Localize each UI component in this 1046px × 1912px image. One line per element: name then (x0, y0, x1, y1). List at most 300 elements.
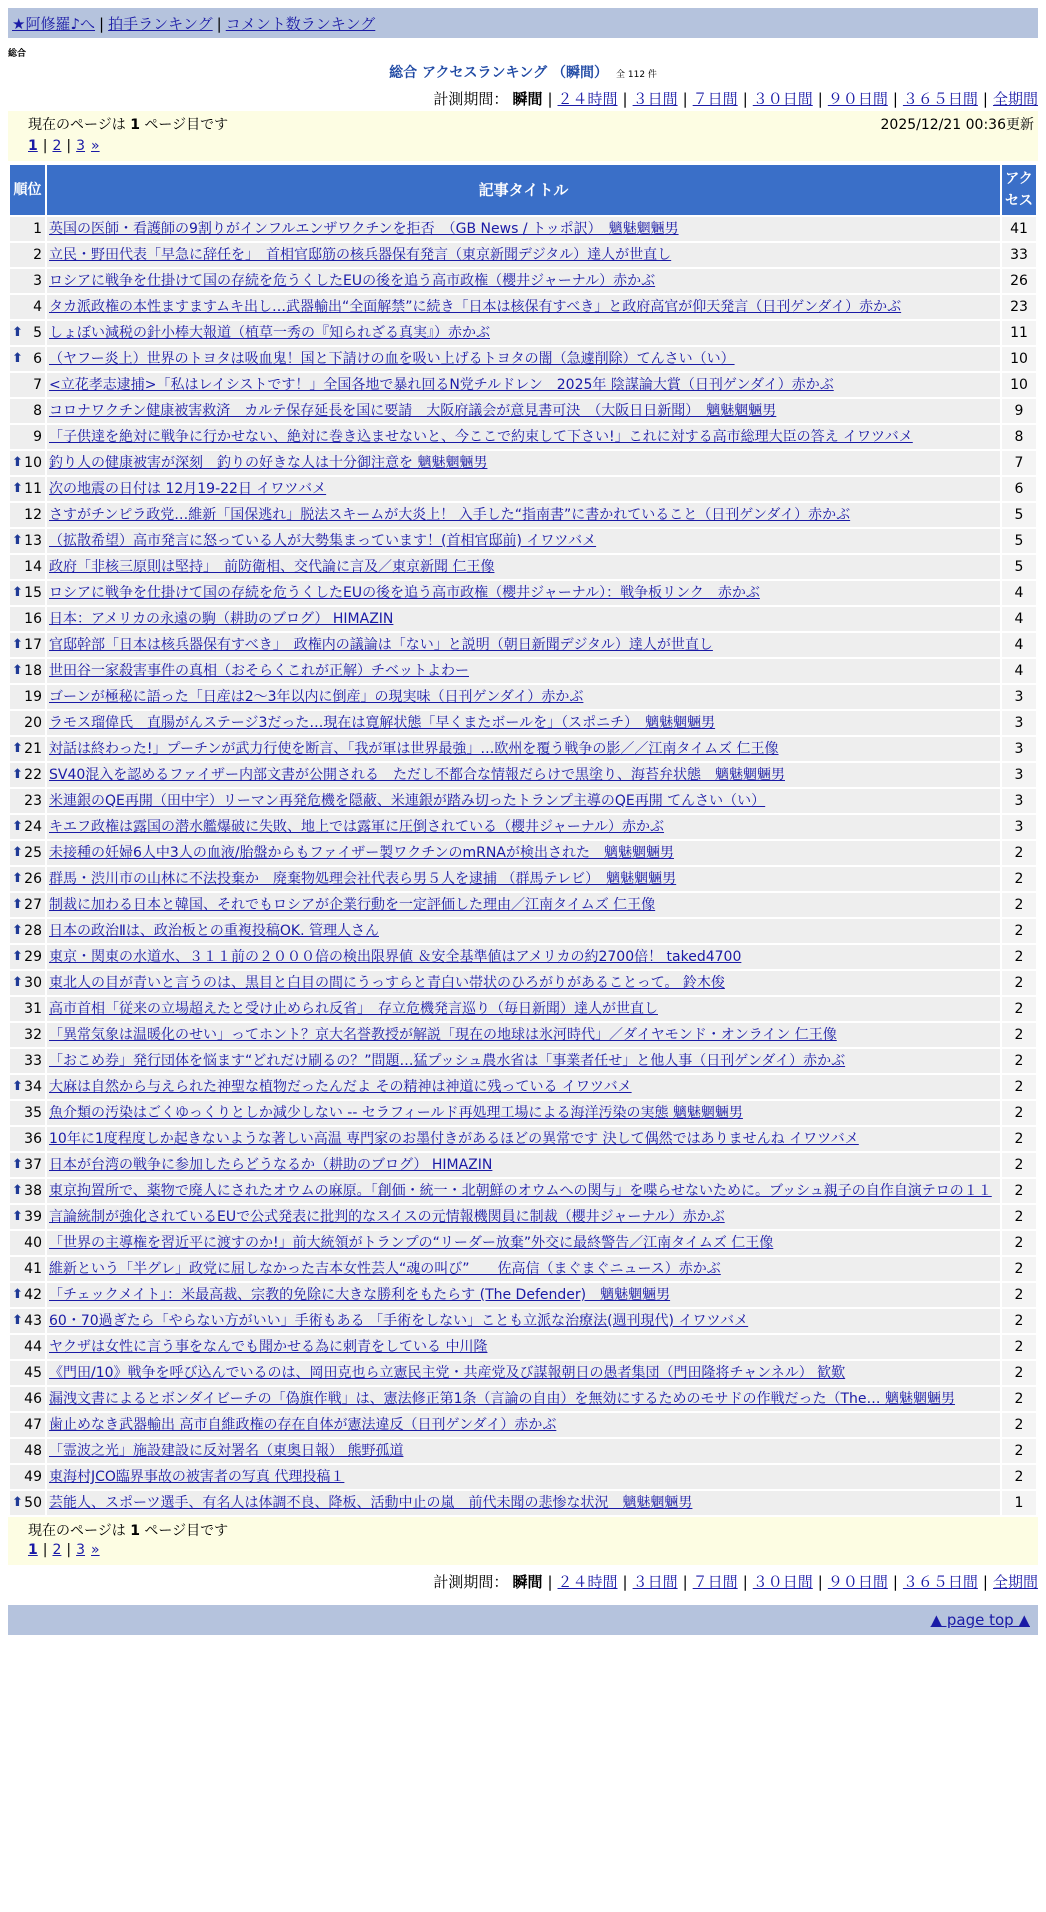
rank-number: 26 (24, 871, 42, 887)
ashura-home-link[interactable]: ★阿修羅♪へ (12, 15, 96, 33)
article-title-link[interactable]: 米連銀のQE再開（田中宇）リーマン再発危機を隠蔽、米連銀が踏み切ったトランプ主導のQE再開 てんさい（い） (49, 793, 766, 809)
period-option-link[interactable]: ３６５日間 (902, 90, 978, 108)
access-count-cell: 3 (1002, 737, 1036, 761)
rank-cell (10, 1179, 45, 1203)
access-count-cell: 23 (1002, 295, 1036, 319)
rank-number: 8 (33, 403, 42, 419)
table-row (10, 1127, 1036, 1151)
title-cell (47, 1257, 1000, 1281)
table-row (10, 1101, 1036, 1125)
article-title-link[interactable]: さすがチンピラ政党…維新「国保逃れ」脱法スキームが大炎上！ 入手した“指南書”に書かれていること（日刊ゲンダイ）赤かぶ (49, 507, 851, 523)
rank-number: 28 (24, 923, 42, 939)
access-count-cell: 10 (1002, 373, 1036, 397)
item-count: 全 112 件 (616, 70, 657, 80)
period-separator: | (892, 1573, 898, 1591)
table-row (10, 451, 1036, 475)
updated-timestamp: 2025/12/21 00:36更新 (880, 117, 1034, 133)
article-title-link[interactable]: 《門田/10》戦争を呼び込んでいるのは、岡田克也ら立憲民主党・共産党及び謀報朝日の愚者集団（門田隆将チャンネル） 歓歎 (49, 1365, 846, 1381)
title-cell (47, 1465, 1000, 1489)
rank-number: 33 (24, 1053, 42, 1069)
comment-ranking-link[interactable]: コメント数ランキング (225, 15, 376, 33)
rank-cell (10, 1283, 45, 1307)
rank-number: 20 (24, 715, 42, 731)
rank-cell (10, 867, 45, 891)
table-row (10, 243, 1036, 267)
table-row (10, 269, 1036, 293)
rank-cell (10, 711, 45, 735)
rank-number: 37 (24, 1157, 42, 1173)
period-label: 計測期間： (433, 1573, 509, 1591)
title-cell (47, 1413, 1000, 1437)
period-option-link[interactable]: ３６５日間 (902, 1573, 978, 1591)
rank-cell (10, 1439, 45, 1463)
article-title-link[interactable]: 「おこめ券」発行団体を悩ます“どれだけ刷るの？”問題…猛プッシュ農水省は「事業者任せ」と他人事（日刊ゲンダイ）赤かぶ (49, 1053, 846, 1069)
rank-number: 3 (33, 273, 42, 289)
access-count-cell: 3 (1002, 711, 1036, 735)
article-title-link[interactable]: 魚介類の汚染はごくゆっくりとしか減少しない -- セラフィールド再処理工場による海洋汚染の実態 魑魅魍魎男 (49, 1105, 743, 1121)
title-cell (47, 425, 1000, 449)
access-count-cell: 2 (1002, 1205, 1036, 1229)
rank-number: 18 (24, 663, 42, 679)
up-arrow-icon: ⬆ (12, 819, 23, 834)
rank-number: 14 (24, 559, 42, 575)
rank-cell (10, 763, 45, 787)
access-header: アクセス (1002, 165, 1036, 215)
rank-number: 34 (24, 1079, 42, 1095)
article-title-link[interactable]: 東北人の目が青いと言うのは、黒目と白目の間にうっすらと青白い帯状のひろがりがあることって。 鈴木俊 (49, 975, 725, 991)
period-separator: | (892, 90, 898, 108)
pager-page-link[interactable]: 3 (76, 138, 86, 154)
period-option-link[interactable]: ７日間 (692, 90, 738, 108)
rank-cell (10, 815, 45, 839)
access-count-cell: 26 (1002, 269, 1036, 293)
rank-number: 25 (24, 845, 42, 861)
rank-number: 31 (24, 1001, 42, 1017)
title-cell (47, 1049, 1000, 1073)
period-separator: | (547, 1573, 553, 1591)
rank-cell (10, 477, 45, 501)
access-count-cell: 11 (1002, 321, 1036, 345)
title-cell (47, 295, 1000, 319)
article-title-link[interactable]: ヤクザは女性に言う事をなんでも聞かせる為に刺青をしている 中川隆 (49, 1339, 488, 1355)
article-title-link[interactable]: SV40混入を認めるファイザー内部文書が公開される ただし不都合な情報だらけで黒塗り、海苔弁状態 魑魅魍魎男 (49, 767, 785, 783)
period-option-current: 瞬間 (512, 90, 543, 108)
table-row (10, 295, 1036, 319)
article-title-link[interactable]: 制裁に加わる日本と韓国、それでもロシアが企業行動を一定評価した理由／江南タイムズ 仁王像 (49, 897, 656, 913)
pager-top (28, 138, 100, 154)
rank-cell (10, 841, 45, 865)
table-row (10, 399, 1036, 423)
article-title-link[interactable]: 高市首相「従来の立場超えたと受け止められ反省」 存立危機発言巡り（毎日新聞）達人が世直し (49, 1001, 658, 1017)
up-arrow-icon: ⬆ (12, 1495, 23, 1510)
access-count-cell: 5 (1002, 529, 1036, 553)
table-row (10, 1205, 1036, 1229)
period-option-link[interactable]: 全期間 (992, 90, 1038, 108)
page-number: 1 (130, 117, 140, 133)
article-title-link[interactable]: 対話は終わった!」プーチンが武力行使を断言、「我が軍は世界最強」…欧州を覆う戦争の影／／江南タイムズ 仁王像 (49, 741, 779, 757)
rank-number: 32 (24, 1027, 42, 1043)
table-row (10, 659, 1036, 683)
up-arrow-icon: ⬆ (12, 1157, 23, 1172)
period-option-link[interactable]: ９０日間 (827, 90, 888, 108)
up-arrow-icon: ⬆ (12, 975, 23, 990)
article-title-link[interactable]: 維新という「半グレ」政党に屈しなかった吉本女性芸人“魂の叫び” 佐高信（まぐまぐニュース）赤かぶ (49, 1261, 721, 1277)
article-title-link[interactable]: タカ派政権の本性ますますムキ出し…武器輸出“全面解禁”に続き「日本は核保有すべき」と政府高官が仰天発言（日刊ゲンダイ）赤かぶ (49, 299, 902, 315)
up-arrow-icon: ⬆ (12, 741, 23, 756)
pager-page-link[interactable]: 2 (52, 138, 62, 154)
current-page-text (28, 114, 228, 134)
access-count-cell: 10 (1002, 347, 1036, 371)
up-arrow-icon: ⬆ (12, 455, 23, 470)
table-row (10, 1153, 1036, 1177)
article-title-link[interactable]: 官邸幹部「日本は核兵器保有すべき」 政権内の議論は「ない」と説明（朝日新聞デジタル）達人が世直し (49, 637, 713, 653)
rank-cell (10, 1205, 45, 1229)
pager-next-link[interactable]: » (91, 1542, 100, 1558)
rank-number: 13 (24, 533, 42, 549)
title-cell (47, 711, 1000, 735)
article-title-link[interactable]: 英国の医師・看護師の9割りがインフルエンザワクチンを拒否 （GB News / トッポ訳） 魑魅魍魎男 (49, 221, 679, 237)
period-selector-top (433, 88, 1038, 109)
rank-cell (10, 1465, 45, 1489)
rank-cell (10, 737, 45, 761)
access-count-cell: 2 (1002, 1439, 1036, 1463)
pager-page-link[interactable]: 3 (76, 1542, 86, 1558)
up-arrow-icon: ⬆ (12, 533, 23, 548)
rank-cell (10, 295, 45, 319)
article-title-link[interactable]: キエフ政権は露国の潜水艦爆破に失敗、地上では露軍に圧倒されている（櫻井ジャーナル）赤かぶ (49, 819, 665, 835)
article-title-link[interactable]: 漏洩文書によるとボンダイビーチの「偽旗作戦」は、憲法修正第1条（言論の自由）を無効にするためのモサドの作戦だった（The… 魑魅魍魎男 (49, 1391, 955, 1407)
access-count-cell: 4 (1002, 659, 1036, 683)
title-cell (47, 971, 1000, 995)
title-cell (47, 477, 1000, 501)
article-title-link[interactable]: 60・70過ぎたら「やらない方がいい」手術もある 「手術をしない」ことも立派な治療法(週刊現代) イワツバメ (49, 1313, 749, 1329)
title-header: 記事タイトル (47, 165, 1000, 215)
rank-number: 47 (24, 1417, 42, 1433)
rank-cell (10, 1387, 45, 1411)
up-arrow-icon: ⬆ (12, 1079, 23, 1094)
title-cell (47, 1205, 1000, 1229)
up-arrow-icon: ⬆ (12, 1313, 23, 1328)
up-arrow-icon: ⬆ (12, 351, 23, 366)
title-cell (47, 529, 1000, 553)
title-cell (47, 1309, 1000, 1333)
article-title-link[interactable]: 釣り人の健康被害が深刻 釣りの好きな人は十分御注意を 魑魅魍魎男 (49, 455, 488, 471)
table-row (10, 789, 1036, 813)
rank-cell (10, 1361, 45, 1385)
rank-cell (10, 399, 45, 423)
title-cell (47, 1231, 1000, 1255)
table-header-row (10, 165, 1036, 215)
access-count-cell: 33 (1002, 243, 1036, 267)
rank-cell (10, 1023, 45, 1047)
access-count-cell: 2 (1002, 1257, 1036, 1281)
article-title-link[interactable]: 政府「非核三原則は堅持」 前防衛相、交代論に言及／東京新聞 仁王像 (49, 559, 495, 575)
table-row (10, 763, 1036, 787)
access-count-cell: 1 (1002, 1491, 1036, 1515)
table-row (10, 971, 1036, 995)
period-option-link[interactable]: 全期間 (992, 1573, 1038, 1591)
article-title-link[interactable]: （ヤフー炎上）世界のトヨタは吸血鬼！国と下請けの血を吸い上げるトヨタの闇（急遽削除）てんさい（い） (49, 351, 735, 367)
title-cell (47, 659, 1000, 683)
article-title-link[interactable]: ロシアに戦争を仕掛けて国の存続を危うくしたEUの後を追う高市政権（櫻井ジャーナル）：戦争板リンク 赤かぶ (49, 585, 760, 601)
rank-number: 17 (24, 637, 42, 653)
up-arrow-icon: ⬆ (12, 767, 23, 782)
rank-cell (10, 1075, 45, 1099)
table-row (10, 867, 1036, 891)
period-separator: | (682, 1573, 688, 1591)
rank-number: 11 (24, 481, 42, 497)
article-title-link[interactable]: 日本が台湾の戦争に参加したらどうなるか（耕助のブログ） HIMAZIN (49, 1157, 493, 1173)
rank-number: 19 (24, 689, 42, 705)
table-row (10, 503, 1036, 527)
title-cell (47, 997, 1000, 1021)
article-title-link[interactable]: 東海村JCO臨界事故の被害者の写真 代理投稿１ (49, 1469, 345, 1485)
rank-number: 35 (24, 1105, 42, 1121)
period-separator: | (622, 90, 628, 108)
rank-number: 22 (24, 767, 42, 783)
rank-number: 1 (33, 221, 42, 237)
article-title-link[interactable]: 芸能人、スポーツ選手、有名人は体調不良、降板、活動中止の嵐 前代未聞の悲惨な状況 魑魅魍魎男 (49, 1495, 693, 1511)
table-row (10, 737, 1036, 761)
article-title-link[interactable]: 日本の政治Ⅱは、政治板との重複投稿OK. 管理人さん (49, 923, 379, 939)
access-count-cell: 2 (1002, 1179, 1036, 1203)
pager-separator: | (66, 138, 72, 154)
table-row (10, 1387, 1036, 1411)
access-count-cell: 2 (1002, 1283, 1036, 1307)
title-cell (47, 867, 1000, 891)
title-cell (47, 269, 1000, 293)
title-cell (47, 815, 1000, 839)
access-count-cell: 2 (1002, 1361, 1036, 1385)
up-arrow-icon: ⬆ (12, 845, 23, 860)
rank-cell (10, 1309, 45, 1333)
access-count-cell: 2 (1002, 1023, 1036, 1047)
article-title-link[interactable]: 歯止めなき武器輸出 高市自維政権の存在自体が憲法違反（日刊ゲンダイ）赤かぶ (49, 1417, 557, 1433)
article-title-link[interactable]: 「世界の主導権を習近平に渡すのか!」前大統領がトランプの“リーダー放棄”外交に最終警告／江南タイムズ 仁王像 (49, 1235, 774, 1251)
title-cell (47, 399, 1000, 423)
period-option-link[interactable]: ３日間 (632, 90, 678, 108)
table-row (10, 1439, 1036, 1463)
rank-number: 4 (33, 299, 42, 315)
nav-separator: | (99, 15, 105, 33)
title-cell (47, 737, 1000, 761)
access-count-cell: 4 (1002, 633, 1036, 657)
page-top-link[interactable]: ▲ page top ▲ (930, 1611, 1030, 1629)
up-arrow-icon: ⬆ (12, 897, 23, 912)
rank-cell (10, 451, 45, 475)
rank-number: 41 (24, 1261, 42, 1277)
article-title-link[interactable]: 10年に1度程度しか起きないような著しい高温 専門家のお墨付きがあるほどの異常です 決して偶然ではありませんね イワツバメ (49, 1131, 859, 1147)
period-option-link[interactable]: ２４時間 (557, 90, 618, 108)
article-title-link[interactable]: 「異常気象は温暖化のせい」ってホント？京大名誉教授が解説「現在の地球は氷河時代」／ダイヤモンド・オンライン 仁王像 (49, 1027, 837, 1043)
pager-separator: | (42, 138, 48, 154)
access-count-cell: 2 (1002, 1335, 1036, 1359)
table-row (10, 1361, 1036, 1385)
period-separator: | (817, 90, 823, 108)
access-count-cell: 4 (1002, 607, 1036, 631)
rank-number: 5 (33, 325, 42, 341)
article-title-link[interactable]: 言論統制が強化されているEUで公式発表に批判的なスイスの元情報機関員に制裁（櫻井ジャーナル）赤かぶ (49, 1209, 725, 1225)
access-count-cell: 2 (1002, 1049, 1036, 1073)
pager-next-link[interactable]: » (91, 138, 100, 154)
rank-cell (10, 997, 45, 1021)
up-arrow-icon: ⬆ (12, 1287, 23, 1302)
rank-number: 48 (24, 1443, 42, 1459)
access-count-cell: 2 (1002, 945, 1036, 969)
article-title-link[interactable]: 「子供達を絶対に戦争に行かせない、絶対に巻き込ませないと、今ここで約束して下さい!」これに対する高市総理大臣の答え イワツバメ (49, 429, 913, 445)
up-arrow-icon: ⬆ (12, 585, 23, 600)
page-info-bottom (8, 1517, 1038, 1565)
period-option-link[interactable]: ３０日間 (752, 1573, 813, 1591)
table-row (10, 1335, 1036, 1359)
rank-cell (10, 789, 45, 813)
access-count-cell: 2 (1002, 1387, 1036, 1411)
title-cell (47, 321, 1000, 345)
rank-number: 39 (24, 1209, 42, 1225)
article-title-link[interactable]: しょぼい減税の針小棒大報道（植草一秀の『知られざる真実』）赤かぶ (49, 325, 490, 341)
rank-cell (10, 659, 45, 683)
access-count-cell: 2 (1002, 893, 1036, 917)
rank-number: 10 (24, 455, 42, 471)
up-arrow-icon: ⬆ (12, 481, 23, 496)
title-cell (47, 685, 1000, 709)
period-separator: | (547, 90, 553, 108)
pager-page-link[interactable]: 1 (28, 138, 38, 154)
up-arrow-icon: ⬆ (12, 871, 23, 886)
table-row (10, 633, 1036, 657)
up-arrow-icon: ⬆ (12, 949, 23, 964)
title-cell (47, 919, 1000, 943)
article-title-link[interactable]: <立花孝志逮捕>「私はレイシストです！」全国各地で暴れ回るN党チルドレン 2025年 陰謀論大賞（日刊ゲンダイ）赤かぶ (49, 377, 834, 393)
access-count-cell: 2 (1002, 1309, 1036, 1333)
rank-number: 43 (24, 1313, 42, 1329)
access-count-cell: 7 (1002, 451, 1036, 475)
page-info-top (8, 111, 1038, 161)
rank-header: 順位 (10, 165, 45, 215)
article-title-link[interactable]: ゴーンが極秘に語った「日産は2～3年以内に倒産」の現実味（日刊ゲンダイ）赤かぶ (49, 689, 584, 705)
rank-cell (10, 425, 45, 449)
pager-separator: | (42, 1542, 48, 1558)
table-row (10, 997, 1036, 1021)
table-row (10, 581, 1036, 605)
rank-cell (10, 321, 45, 345)
article-title-link[interactable]: 次の地震の日付は 12月19-22日 イワツバメ (49, 481, 327, 497)
access-count-cell: 2 (1002, 1127, 1036, 1151)
article-title-link[interactable]: ラモス瑠偉氏 直腸がんステージ3だった…現在は寛解状態「早くまたボールを」（スポニチ） 魑魅魍魎男 (49, 715, 716, 731)
pager-page-link[interactable]: 2 (52, 1542, 62, 1558)
pager-separator: | (66, 1542, 72, 1558)
title-cell (47, 581, 1000, 605)
page-suffix: ページ目です (144, 1523, 229, 1539)
article-title-link[interactable]: 日本：アメリカの永遠の駒（耕助のブログ） HIMAZIN (49, 611, 394, 627)
rank-number: 6 (33, 351, 42, 367)
rank-number: 27 (24, 897, 42, 913)
article-title-link[interactable]: 「霊波之光」施設建設に反対署名（東奥日報） 熊野孤道 (49, 1443, 404, 1459)
table-row (10, 815, 1036, 839)
rank-number: 46 (24, 1391, 42, 1407)
rank-cell (10, 347, 45, 371)
title-cell (47, 1335, 1000, 1359)
table-row (10, 425, 1036, 449)
table-row (10, 1465, 1036, 1489)
period-option-link[interactable]: ３日間 (632, 1573, 678, 1591)
rank-cell (10, 269, 45, 293)
category-label: 総合 (8, 49, 27, 59)
article-title-link[interactable]: ロシアに戦争を仕掛けて国の存続を危うくしたEUの後を追う高市政権（櫻井ジャーナル）赤かぶ (49, 273, 656, 289)
top-navigation-bar (8, 8, 1038, 38)
rank-cell (10, 1413, 45, 1437)
rank-number: 12 (24, 507, 42, 523)
access-count-cell: 6 (1002, 477, 1036, 501)
article-title-link[interactable]: コロナワクチン健康被害救済 カルテ保存延長を国に要請 大阪府議会が意見書可決 （大阪日日新聞） 魑魅魍魎男 (49, 403, 777, 419)
title-cell (47, 633, 1000, 657)
article-title-link[interactable]: 群馬・渋川市の山林に不法投棄か 廃棄物処理会社代表ら男５人を逮捕 （群馬テレビ） 魑魅魍魎男 (49, 871, 677, 887)
title-cell (47, 451, 1000, 475)
rank-cell (10, 1127, 45, 1151)
article-title-link[interactable]: 未接種の妊婦6人中3人の血液/胎盤からもファイザー製ワクチンのmRNAが検出された 魑魅魍魎男 (49, 845, 674, 861)
period-separator: | (682, 90, 688, 108)
clap-ranking-link[interactable]: 拍手ランキング (108, 15, 213, 33)
article-title-link[interactable]: 大麻は自然から与えられた神聖な植物だったんだよ その精神は神道に残っている イワツバメ (49, 1079, 632, 1095)
period-option-current: 瞬間 (512, 1573, 543, 1591)
rank-cell (10, 1231, 45, 1255)
access-count-cell: 2 (1002, 997, 1036, 1021)
table-row (10, 1023, 1036, 1047)
rank-number: 9 (33, 429, 42, 445)
period-selector-bottom (433, 1571, 1038, 1592)
rank-cell (10, 945, 45, 969)
title-cell (47, 1283, 1000, 1307)
article-title-link[interactable]: 「チェックメイト」：米最高裁、宗教的免除に大きな勝利をもたらす (The Defender) 魑魅魍魎男 (49, 1287, 671, 1303)
table-row (10, 347, 1036, 371)
rank-number: 29 (24, 949, 42, 965)
access-count-cell: 2 (1002, 1075, 1036, 1099)
pager-page-link[interactable]: 1 (28, 1542, 38, 1558)
article-title-link[interactable]: 東京拘置所で、薬物で廃人にされたオウムの麻原。「創価・統一・北朝鮮のオウムへの関与」を喋らせないために。ブッシュ親子の自作自演テロの１１ (49, 1183, 992, 1199)
rank-cell (10, 243, 45, 267)
article-title-link[interactable]: 世田谷一家殺害事件の真相（おそらくこれが正解）チベットよわー (49, 663, 469, 679)
top-nav-links (12, 13, 375, 34)
rank-cell (10, 555, 45, 579)
rank-number: 44 (24, 1339, 42, 1355)
period-separator: | (982, 1573, 988, 1591)
period-option-link[interactable]: ３０日間 (752, 90, 813, 108)
table-row (10, 1179, 1036, 1203)
rank-number: 36 (24, 1131, 42, 1147)
period-option-link[interactable]: ２４時間 (557, 1573, 618, 1591)
title-cell (47, 243, 1000, 267)
table-row (10, 1491, 1036, 1515)
article-title-link[interactable]: （拡散希望）高市発言に怒っている人が大勢集まっています！(首相官邸前) イワツバメ (49, 533, 597, 549)
rank-cell (10, 1491, 45, 1515)
period-option-link[interactable]: ７日間 (692, 1573, 738, 1591)
table-row (10, 1049, 1036, 1073)
access-count-cell: 3 (1002, 789, 1036, 813)
rank-cell (10, 373, 45, 397)
rank-number: 24 (24, 819, 42, 835)
article-title-link[interactable]: 東京・関東の水道水、３１１前の２０００倍の検出限界値 ＆安全基準値はアメリカの約2700倍！ taked4700 (49, 949, 742, 965)
rank-cell (10, 1049, 45, 1073)
access-count-cell: 9 (1002, 399, 1036, 423)
up-arrow-icon: ⬆ (12, 637, 23, 652)
rank-number: 15 (24, 585, 42, 601)
access-count-cell: 8 (1002, 425, 1036, 449)
rank-number: 40 (24, 1235, 42, 1251)
table-row (10, 1283, 1036, 1307)
access-count-cell: 41 (1002, 217, 1036, 241)
period-option-link[interactable]: ９０日間 (827, 1573, 888, 1591)
article-title-link[interactable]: 立民・野田代表「早急に辞任を」 首相官邸筋の核兵器保有発言（東京新聞デジタル）達人が世直し (49, 247, 672, 263)
